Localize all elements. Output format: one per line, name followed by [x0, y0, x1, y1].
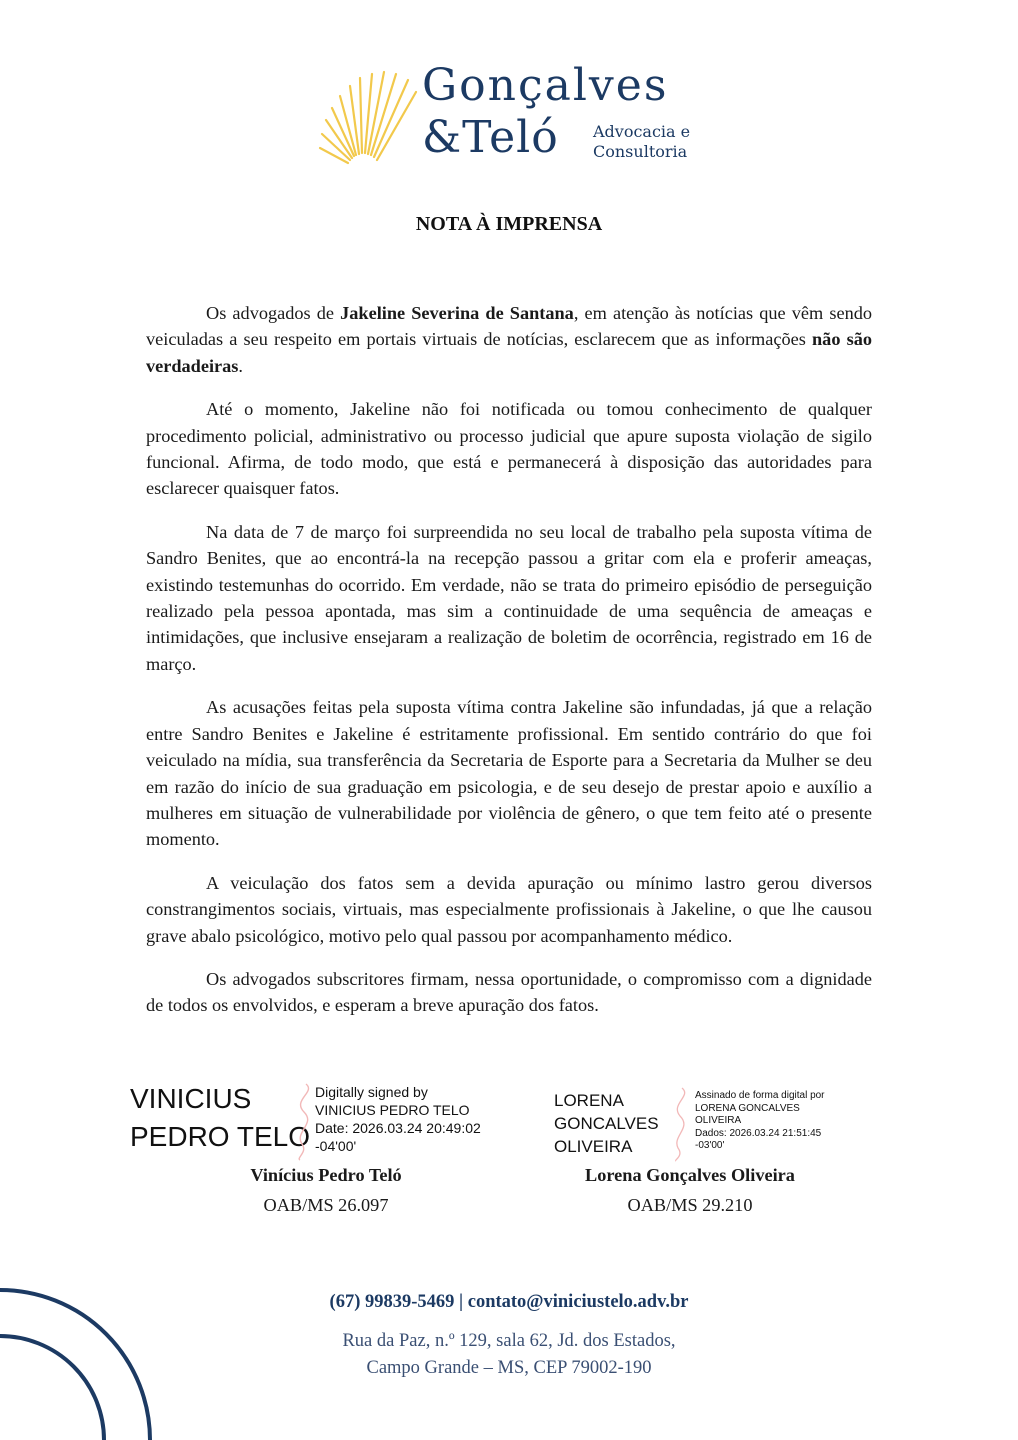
paragraph-1-text-c: .: [238, 355, 243, 376]
signature-right-large-line3: OLIVEIRA: [554, 1137, 633, 1156]
signer-right: [530, 1162, 850, 1218]
emphasis-not-true: não são verdadeiras: [146, 329, 872, 376]
signature-left-name-large: [130, 1080, 310, 1156]
signature-right-stamp: [695, 1090, 825, 1153]
footer-address-line2: Campo Grande – MS, CEP 79002-190: [366, 1358, 652, 1378]
signature-right-stamp-line4: Dados: 2026.03.24 21:51:45: [695, 1127, 822, 1139]
footer-address: [0, 1328, 1018, 1382]
signature-left-large-line2: PEDRO TELO: [130, 1121, 310, 1152]
footer-address-line1: Rua da Paz, n.º 129, sala 62, Jd. dos Estados,: [342, 1331, 676, 1351]
signature-left-large-line1: VINICIUS: [130, 1083, 252, 1114]
logo-subtitle-line1: Advocacia e: [593, 122, 691, 141]
document-title: NOTA À IMPRENSA: [415, 213, 603, 235]
signature-right-stamp-line3: OLIVEIRA: [695, 1115, 742, 1126]
logo-name-line1: Gonçalves: [422, 60, 669, 111]
paragraph-1: [146, 300, 872, 379]
footer-contact: (67) 99839-5469 | contato@viniciustelo.adv.br: [329, 1292, 689, 1312]
paragraph-2: Até o momento, Jakeline não foi notificada ou tomou conhecimento de qualquer procedimento policial, administrativo ou processo judicial que apure suposta violação de sigilo funcional. Afirma, de todo modo, que está e permanecerá à disposição das autoridades para esclarecer quaisquer fatos.: [146, 399, 872, 499]
company-logo: [318, 60, 708, 170]
signer-left: [186, 1162, 466, 1218]
sun-rays-icon: [318, 68, 418, 168]
signature-right-stamp-line1: Assinado de forma digital por: [695, 1090, 825, 1101]
client-name: Jakeline Severina de Santana: [340, 303, 574, 323]
signature-right-large-line2: GONCALVES: [554, 1114, 659, 1133]
signature-right-name-large: [554, 1089, 659, 1158]
signature-left-stamp-line1: Digitally signed by: [315, 1084, 428, 1100]
signer-left-name: Vinícius Pedro Teló: [250, 1165, 402, 1185]
paragraph-1-text-b: , em atenção às notícias que vêm sendo veiculadas a seu respeito em portais virtuais de notícias, esclarecem que as informações: [146, 303, 873, 350]
paragraph-1-text-a: Os advogados de: [206, 303, 341, 323]
paragraph-4: As acusações feitas pela suposta vítima contra Jakeline são infundadas, já que a relação entre Sandro Benites e Jakeline é estritamente profissional. Em sentido contrário do que foi veiculado na mídia, sua transferência da Secretaria de Esporte para a Secretaria da Mulher se deu em razão do início de sua graduação em psicologia, e de seu desejo de prestar apoio e auxílio a mulheres em situação de vulnerabilidade por violência de gênero, o que tem feito até o presente momento.: [146, 697, 872, 850]
signer-right-oab: OAB/MS 29.210: [627, 1195, 753, 1215]
signer-right-name: Lorena Gonçalves Oliveira: [585, 1165, 795, 1185]
paragraph-3: Na data de 7 de março foi surpreendida no seu local de trabalho pela suposta vítima de Sandro Benites, que ao encontrá-la na recepção passou a gritar com ela e proferir ameaças, existindo testemunhas do ocorrido. Em verdade, não se trata do primeiro episódio de perseguição realizado pela pessoa apontada, mas sim a continuidade de uma sequência de ameaças e intimidações, que inclusive ensejaram a realização de boletim de ocorrência, registrado em 16 de março.: [146, 521, 872, 674]
signature-right-stamp-line2: LORENA GONCALVES: [695, 1102, 800, 1114]
logo-subtitle: [593, 122, 690, 162]
paragraph-6: Os advogados subscritores firmam, nessa oportunidade, o compromisso com a dignidade de todos os envolvidos, e esperam a breve apuração dos fatos.: [146, 968, 872, 1016]
signature-left-stamp: [315, 1083, 481, 1155]
paragraph-5: A veiculação dos fatos sem a devida apuração ou mínimo lastro gerou diversos constrangimentos sociais, virtuais, mas especialmente profissionais à Jakeline, o que lhe causou grave abalo psicológico, motivo pelo qual passou por acompanhamento médico.: [146, 872, 872, 946]
signature-right-stamp-line5: -03'00': [695, 1140, 725, 1151]
logo-subtitle-line2: Consultoria: [593, 142, 688, 161]
signer-left-oab: OAB/MS 26.097: [263, 1195, 389, 1215]
signature-right-large-line1: LORENA: [554, 1091, 624, 1110]
document-body: [146, 300, 872, 1036]
signature-left-stamp-line4: -04'00': [315, 1138, 357, 1154]
logo-name-line2: &Teló: [422, 112, 559, 163]
signature-left-stamp-line3: Date: 2026.03.24 20:49:02: [315, 1120, 481, 1136]
signature-left-stamp-line2: VINICIUS PEDRO TELO: [315, 1102, 470, 1118]
